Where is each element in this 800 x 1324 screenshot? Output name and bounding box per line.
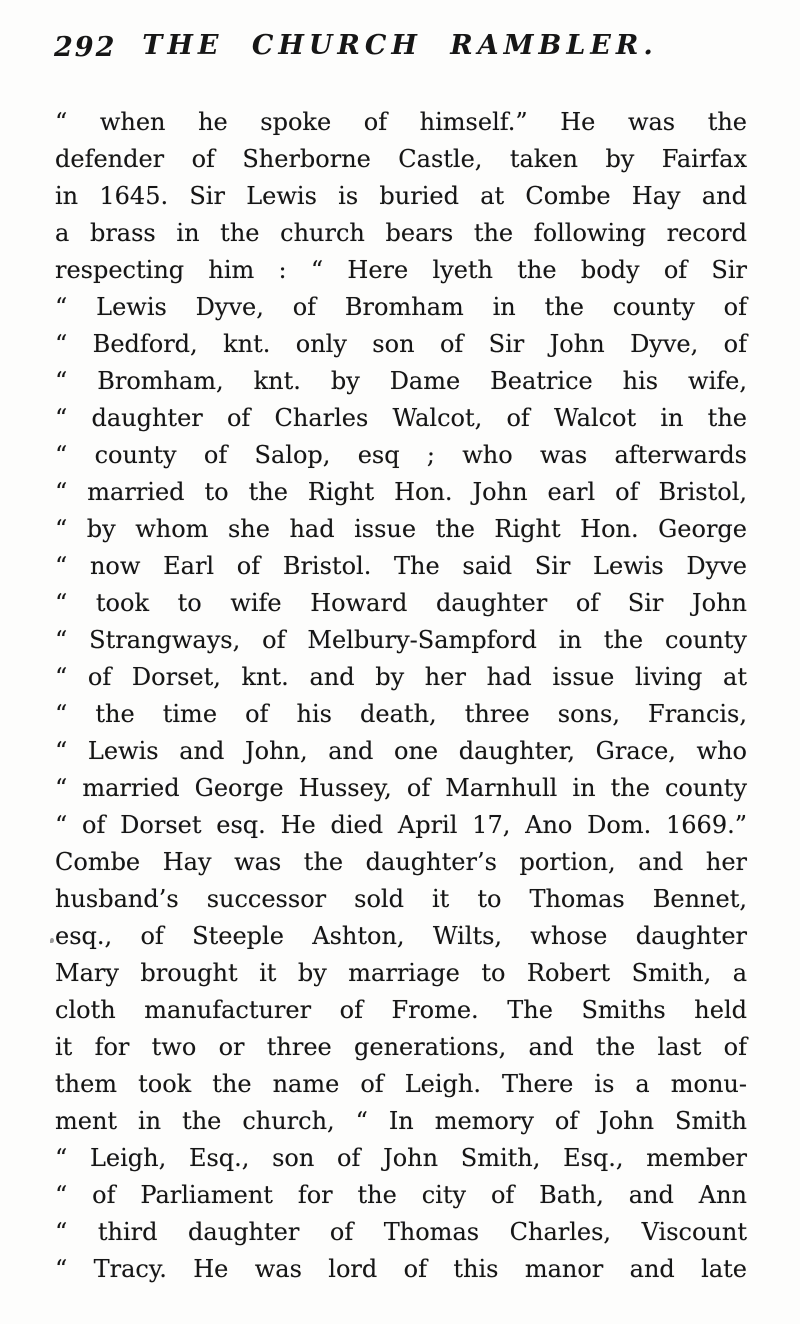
text-line: “ daughter of Charles Walcot, of Walcot in the [55, 404, 747, 432]
running-title: THE CHURCH RAMBLER. [142, 30, 658, 61]
text-line: “ Bromham, knt. by Dame Beatrice his wife, [55, 367, 747, 395]
text-line: Combe Hay was the daughter’s portion, and her [55, 848, 747, 876]
text-line: “ Bedford, knt. only son of Sir John Dyve, of [55, 330, 747, 358]
text-line: “ third daughter of Thomas Charles, Viscount [55, 1218, 747, 1246]
text-line: a brass in the church bears the following record [55, 219, 747, 247]
text-line: “ Leigh, Esq., son of John Smith, Esq., member [55, 1144, 747, 1172]
text-line: cloth manufacturer of Frome. The Smiths held [55, 996, 747, 1024]
text-line: them took the name of Leigh. There is a monu- [55, 1070, 747, 1098]
text-line: “ married to the Right Hon. John earl of Bristol, [55, 478, 747, 506]
page-header [0, 30, 800, 72]
text-line: in 1645. Sir Lewis is buried at Combe Hay and [55, 182, 747, 210]
text-line: ment in the church, “ In memory of John Smith [55, 1107, 747, 1135]
text-line: “ county of Salop, esq ; who was afterwards [55, 441, 747, 469]
text-line: “ of Dorset, knt. and by her had issue living at [55, 663, 747, 691]
text-line: respecting him : “ Here lyeth the body of Sir [55, 256, 747, 284]
text-line: “ Lewis and John, and one daughter, Grace, who [55, 737, 747, 765]
text-line: “ of Dorset esq. He died April 17, Ano Dom. 1669.” [55, 811, 747, 839]
text-line: “ of Parliament for the city of Bath, and Ann [55, 1181, 747, 1209]
text-line: “ now Earl of Bristol. The said Sir Lewis Dyve [55, 552, 747, 580]
page-body [55, 104, 747, 1288]
text-line: Mary brought it by marriage to Robert Smith, a [55, 959, 747, 987]
text-line: it for two or three generations, and the last of [55, 1033, 747, 1061]
text-line: “ by whom she had issue the Right Hon. George [55, 515, 747, 543]
text-line: “ the time of his death, three sons, Francis, [55, 700, 747, 728]
text-line: husband’s successor sold it to Thomas Bennet, [55, 885, 747, 913]
text-line: “ Strangways, of Melbury-Sampford in the county [55, 626, 747, 654]
text-line: “ Lewis Dyve, of Bromham in the county of [55, 293, 747, 321]
text-line: esq., of Steeple Ashton, Wilts, whose daughter [55, 922, 747, 950]
text-line: “ married George Hussey, of Marnhull in the county [55, 774, 747, 802]
scan-speck [50, 938, 54, 943]
text-line: “ Tracy. He was lord of this manor and late [55, 1255, 747, 1283]
text-line: “ took to wife Howard daughter of Sir John [55, 589, 747, 617]
text-line: “ when he spoke of himself.” He was the [55, 108, 747, 136]
text-line: defender of Sherborne Castle, taken by Fairfax [55, 145, 747, 173]
page-number: 292 [54, 32, 117, 63]
